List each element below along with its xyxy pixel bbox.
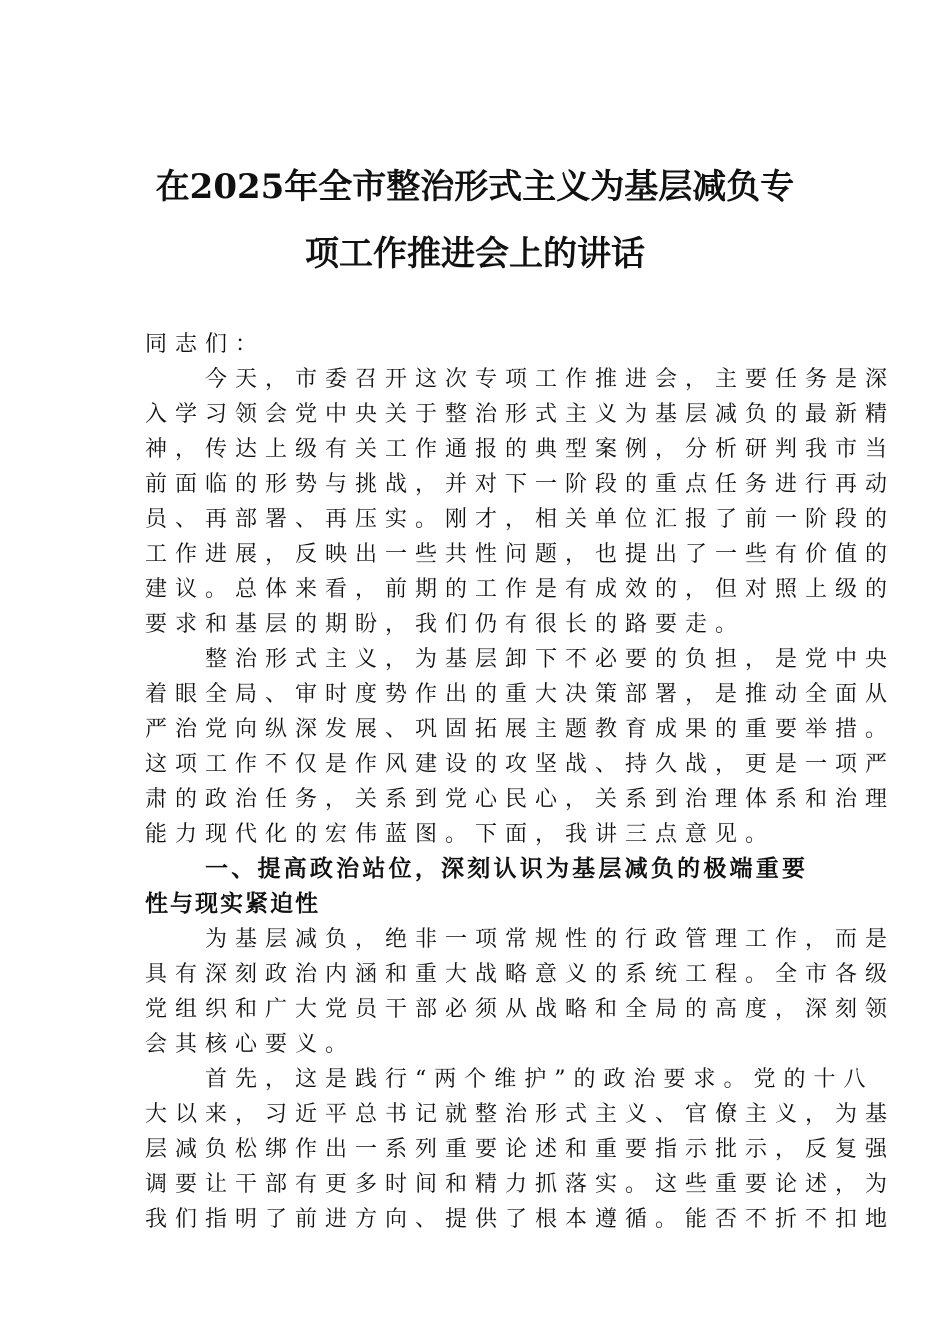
text-line: 整治形式主义，为基层卸下不必要的负担，是党中央 [205,647,896,672]
text-line: 一、提高政治站位，深刻认识为基层减负的极端重要 [205,856,807,882]
text-line: 同志们： [145,332,266,357]
text-line: 首先，这是践行“两个维护”的政治要求。党的十八 [205,1067,874,1092]
text-line: 严治党向纵深发展、巩固拓展主题教育成果的重要举措。 [145,717,896,742]
text-line: 层减负松绑作出一系列重要论述和重要指示批示，反复强 [145,1137,896,1162]
title-line-1: 在2025年全市整治形式主义为基层减负专 [155,167,795,207]
text-line: 肃的政治任务，关系到党心民心，关系到治理体系和治理 [145,787,896,812]
text-line: 性与现实紧迫性 [145,891,320,917]
section-heading [145,852,807,922]
paragraph [145,1062,896,1237]
paragraph [145,642,896,852]
text-line: 着眼全局、审时度势作出的重大决策部署，是推动全面从 [145,682,896,707]
text-line: 为基层减负，绝非一项常规性的行政管理工作，而是 [205,927,896,952]
text-line: 今天，市委召开这次专项工作推进会，主要任务是深 [205,367,896,392]
text-line: 入学习领会党中央关于整治形式主义为基层减负的最新精 [145,402,896,427]
text-line: 建议。总体来看，前期的工作是有成效的，但对照上级的 [145,577,896,602]
text-line: 我们指明了前进方向、提供了根本遵循。能否不折不扣地 [145,1207,896,1232]
document-title [120,154,830,288]
text-line: 具有深刻政治内涵和重大战略意义的系统工程。全市各级 [145,962,896,987]
text-line: 前面临的形势与挑战，并对下一阶段的重点任务进行再动 [145,472,896,497]
text-line: 党组织和广大党员干部必须从战略和全局的高度，深刻领 [145,997,896,1022]
salutation [145,327,807,362]
title-line-2: 项工作推进会上的讲话 [305,234,645,274]
text-line: 能力现代化的宏伟蓝图。下面，我讲三点意见。 [145,822,776,847]
text-line: 工作进展，反映出一些共性问题，也提出了一些有价值的 [145,542,896,567]
text-line: 神，传达上级有关工作通报的典型案例，分析研判我市当 [145,437,896,462]
text-line: 大以来，习近平总书记就整治形式主义、官僚主义，为基 [145,1102,896,1127]
text-line: 这项工作不仅是作风建设的攻坚战、持久战，更是一项严 [145,752,896,777]
paragraph [145,362,896,642]
text-line: 会其核心要义。 [145,1032,356,1057]
text-line: 调要让干部有更多时间和精力抓落实。这些重要论述，为 [145,1172,896,1197]
document-body [145,327,896,1237]
paragraph [145,922,896,1062]
text-line: 要求和基层的期盼，我们仍有很长的路要走。 [145,612,746,637]
text-line: 员、再部署、再压实。刚才，相关单位汇报了前一阶段的 [145,507,896,532]
